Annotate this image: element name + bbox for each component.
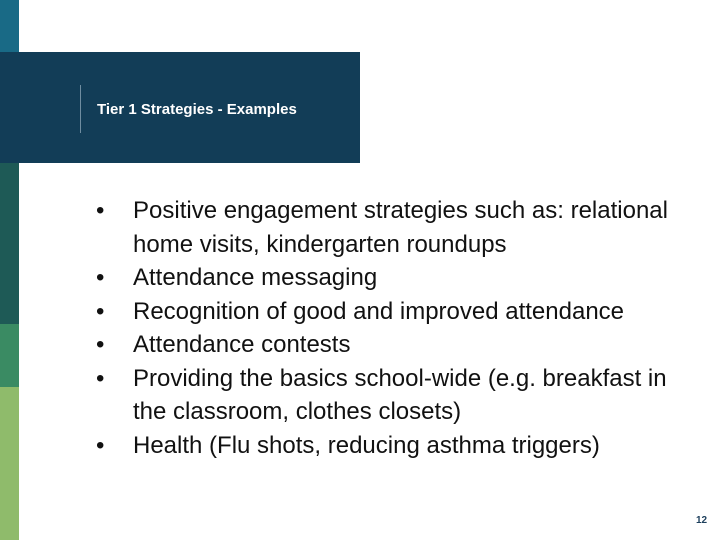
list-item-text: Attendance contests xyxy=(133,331,351,358)
side-strip-top xyxy=(0,0,19,52)
side-strip-dark-teal xyxy=(0,163,19,324)
bullet-icon: • xyxy=(96,331,105,358)
list-item xyxy=(96,194,686,261)
bullet-icon: • xyxy=(96,364,105,392)
list-item-text: Positive engagement strategies such as: relational home visits, kindergarten roundups xyxy=(133,197,668,258)
slide-title: Tier 1 Strategies - Examples xyxy=(97,101,297,118)
list-item xyxy=(96,295,686,329)
side-strip-light-green xyxy=(0,387,19,540)
bullet-icon: • xyxy=(96,197,105,224)
list-item xyxy=(96,429,686,463)
list-item-text: Health (Flu shots, reducing asthma triggers) xyxy=(133,431,600,459)
page-number: 12 xyxy=(696,515,708,526)
list-item-text: Providing the basics school-wide (e.g. breakfast in the classroom, clothes closets) xyxy=(133,364,667,425)
side-strip-green xyxy=(0,324,19,387)
list-item-text: Attendance messaging xyxy=(133,264,378,291)
bullet-list xyxy=(96,194,686,462)
bullet-icon: • xyxy=(96,264,105,291)
list-item xyxy=(96,328,686,362)
bullet-icon: • xyxy=(96,431,105,459)
list-item xyxy=(96,261,686,295)
title-divider xyxy=(80,85,81,133)
list-item-text: Recognition of good and improved attendance xyxy=(133,297,625,325)
bullet-icon: • xyxy=(96,297,105,325)
list-item xyxy=(96,362,686,429)
